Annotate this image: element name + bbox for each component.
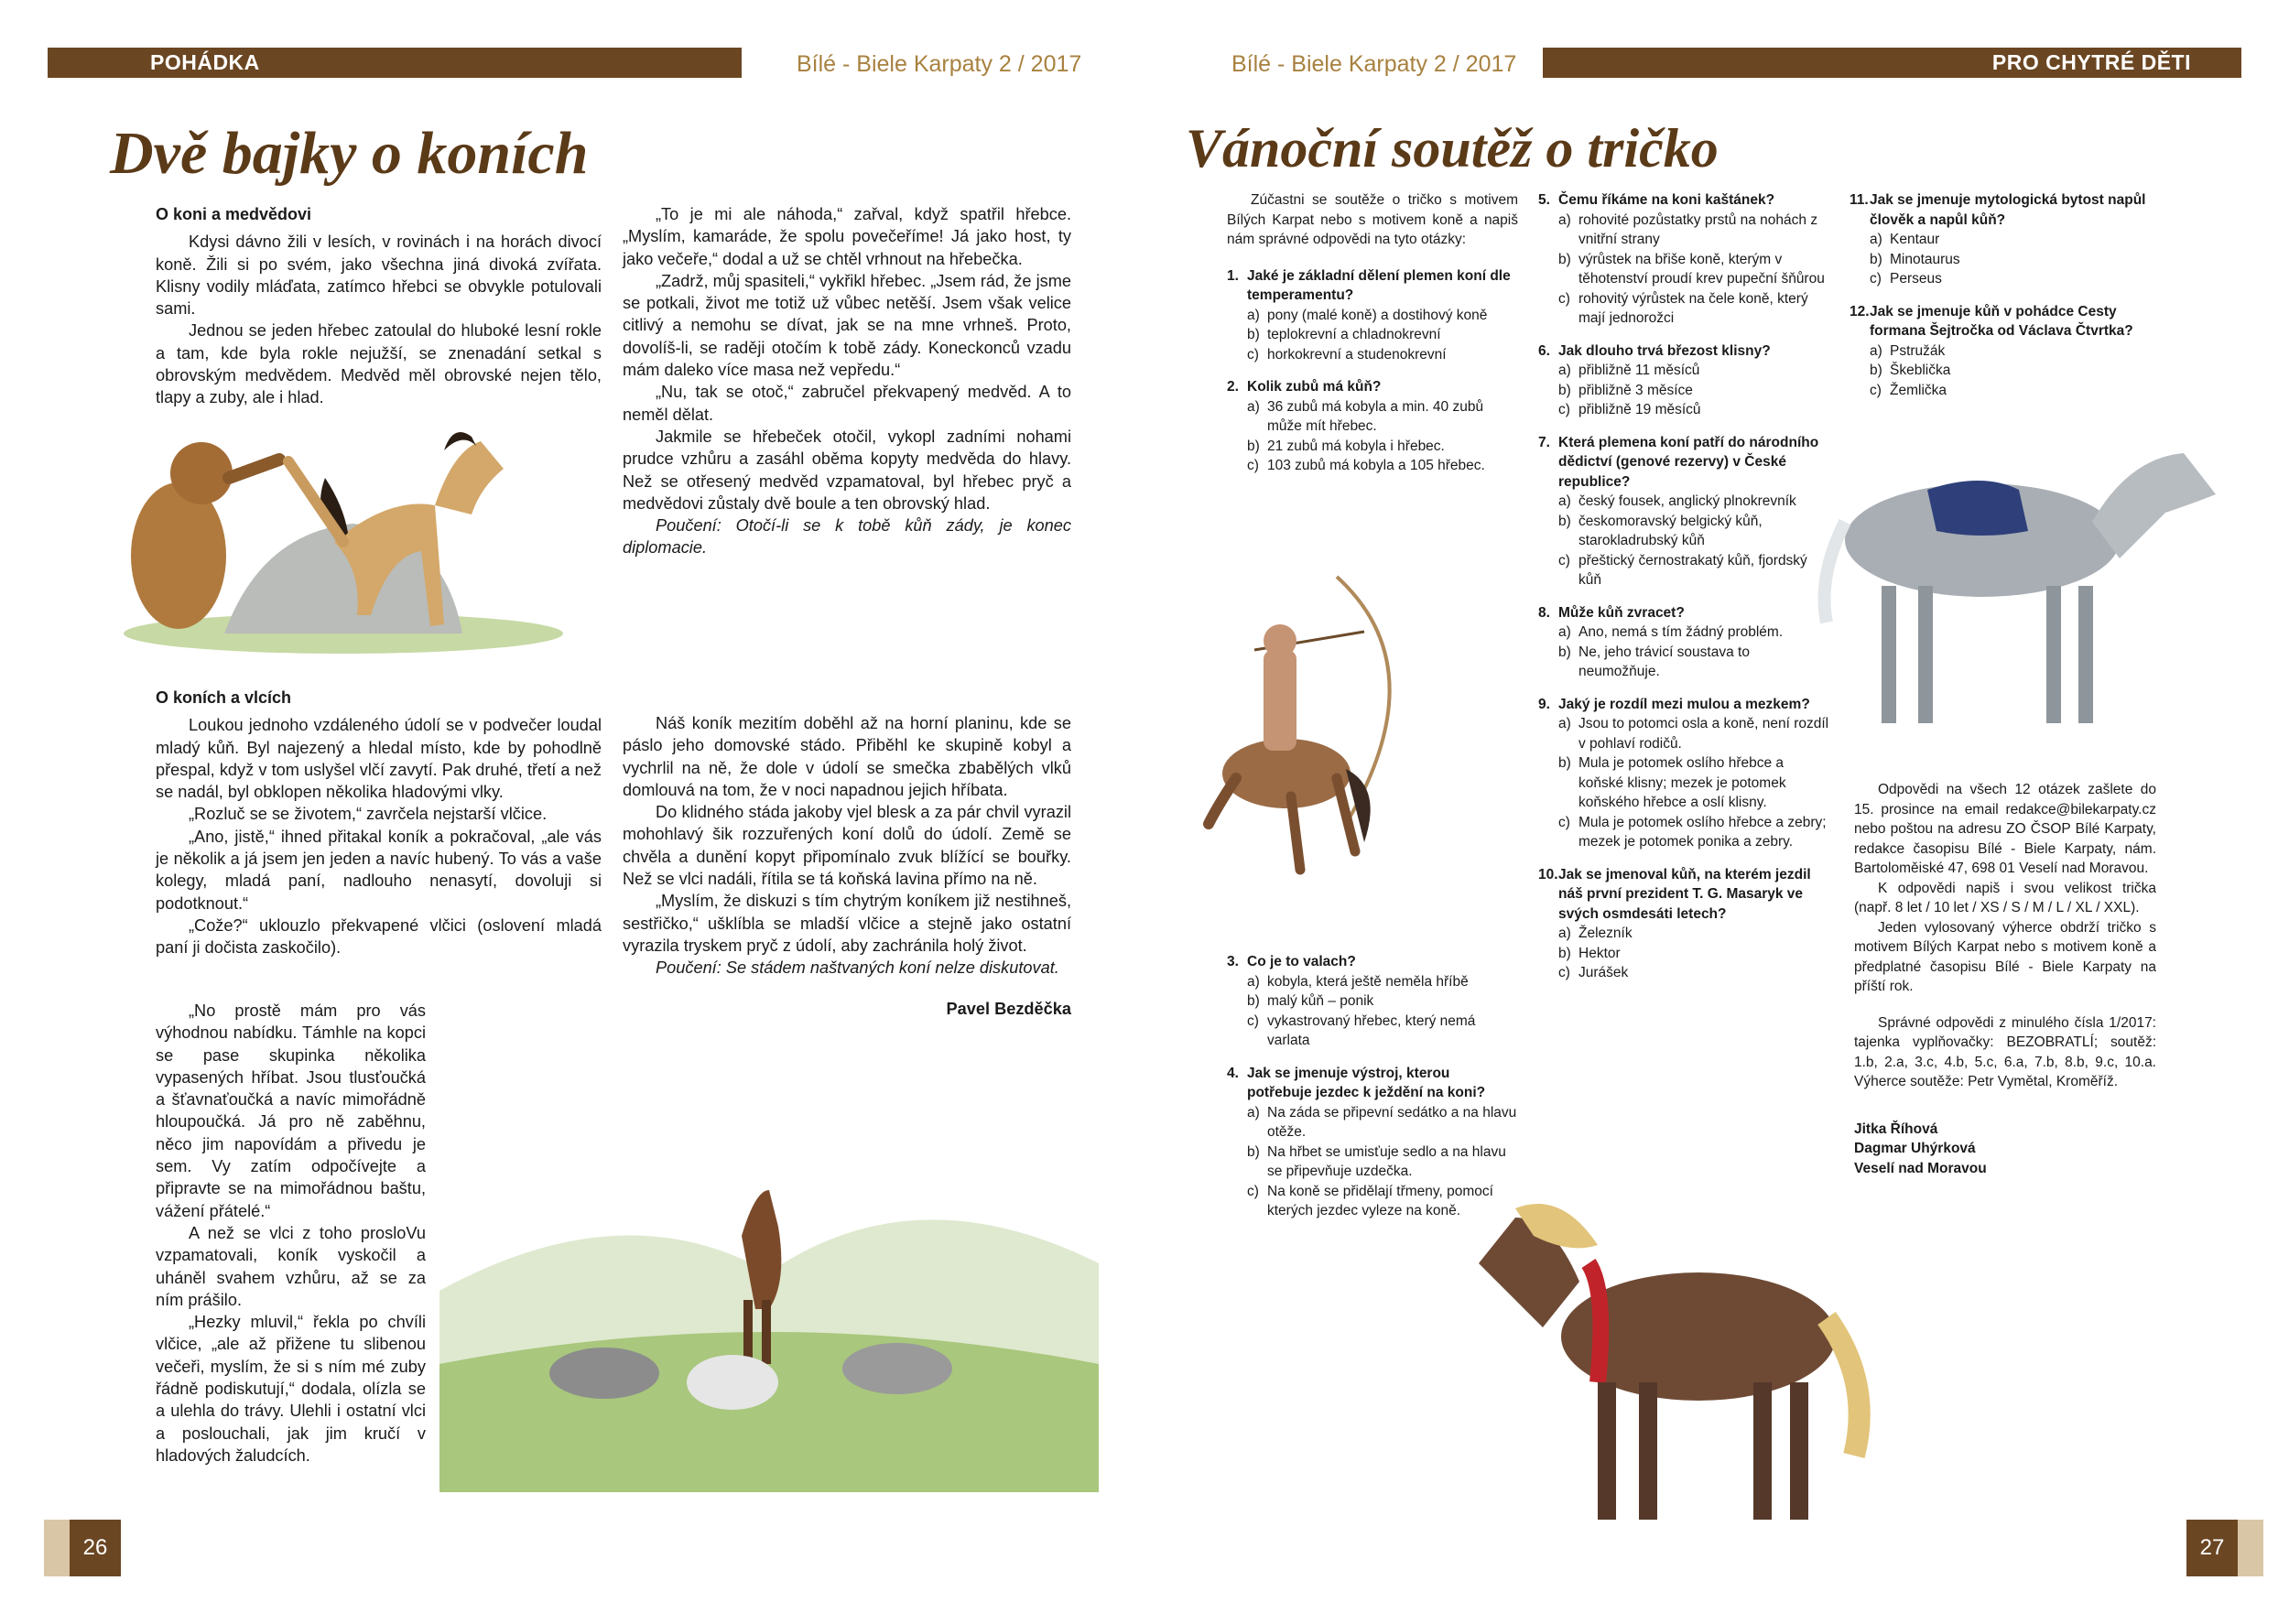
answer-letter: b) (1558, 251, 1571, 267)
answer-option (1538, 400, 1831, 420)
signature-line: Veselí nad Moravou (1854, 1160, 1987, 1176)
dapple-grey-horse-illustration (1799, 439, 2220, 742)
answer-text: Jsou to potomci osla a koně, není rozdíl v pohlaví rodičů. (1578, 716, 1829, 752)
centaur-archer-illustration (1199, 549, 1465, 906)
quiz-question (1227, 266, 1518, 365)
question-number: 1. (1227, 267, 1239, 284)
question-label: Jaké je základní dělení plemen koní dle temperamentu? (1247, 267, 1511, 303)
answer-option (1538, 381, 1831, 401)
answer-text: Hektor (1578, 945, 1621, 961)
quiz-intro: Zúčastni se soutěže o tričko s motivem Bílých Karpat nebo s motivem koně a napiš nám správné odpovědi na tyto otázky: (1227, 192, 1518, 247)
answer-option (1227, 325, 1518, 345)
page-number-decoration (44, 1520, 70, 1576)
answer-letter: c) (1247, 1012, 1259, 1029)
answer-option (1538, 963, 1831, 983)
answer-letter: b) (1558, 382, 1571, 398)
question-label: Co je to valach? (1247, 954, 1356, 969)
story1-paragraph: Jednou se jeden hřebec zatoulal do hluboké lesní rokle a tam, kde byla rokle nejužší, se znenadání setkal s obrovským medvědem. Medvěd měl obrovské nejen tělo, tlapy a zuby, ale i hlad. (156, 321, 602, 407)
answer-letter: a) (1247, 1104, 1260, 1121)
answer-letter: a) (1558, 211, 1571, 228)
answer-option (1227, 1103, 1518, 1142)
question-label: Jak se jmenuje výstroj, kterou potřebuje jezdec k ježdění na koni? (1247, 1065, 1486, 1100)
outro-paragraph: K odpovědi napiš i svou velikost trička (např. 8 let / 10 let / XS / S / M / L / XL / XXL). (1854, 880, 2156, 915)
answer-letter: b) (1247, 1143, 1260, 1160)
question-text (1538, 341, 1831, 362)
answer-text: českomoravský belgický kůň, starokladrubský kůň (1578, 513, 1763, 548)
question-number: 3. (1227, 954, 1239, 969)
quiz-question (1850, 190, 2152, 289)
question-label: Může kůň zvracet? (1558, 604, 1685, 621)
answer-option (1538, 361, 1831, 381)
answer-text: rohovité pozůstatky prstů na nohách z vnitřní strany (1578, 211, 1818, 247)
answer-letter: b) (1870, 363, 1882, 378)
answer-text: Kentaur (1890, 232, 1940, 247)
answer-text: rohovitý výrůstek na čele koně, který mají jednorožci (1578, 290, 1808, 326)
question-number: 10. (1538, 866, 1558, 882)
horse-and-wolves-illustration (439, 1135, 1099, 1492)
answer-letter: a) (1558, 926, 1571, 941)
quiz-question (1538, 190, 1831, 329)
page-number-decoration (2238, 1520, 2263, 1576)
story2-column-1 (156, 687, 602, 959)
question-number: 9. (1538, 696, 1550, 712)
story2-paragraph: Náš koník mezitím doběhl až na horní planinu, kde se páslo jeho domovské stádo. Přiběhl ke skupině kobyl a vychrlil na ně, že dole v údolí se smečka zbabělých vlků domlouvá na tom, že v noci napadnou jejich hříbata. (623, 714, 1071, 799)
answer-text: český fousek, anglický plnokrevník (1578, 493, 1796, 509)
story1-paragraph: „Nu, tak se otoč,“ zabručel překvapený medvěd. A to neměl dělat. (623, 383, 1071, 424)
answer-letter: c) (1247, 458, 1259, 473)
answer-option (1538, 623, 1831, 643)
answer-text: Mula je potomek oslího hřebce a koňské klisny; mezek je potomek koňského hřebce a oslí klisny. (1578, 755, 1786, 810)
answer-option (1538, 492, 1831, 512)
answer-option (1227, 397, 1518, 437)
quiz-question (1538, 341, 1831, 420)
answer-letter: a) (1247, 398, 1260, 415)
question-number: 7. (1538, 434, 1550, 450)
answer-text: Žemlička (1890, 382, 1947, 398)
harnessed-pony-illustration (1460, 1181, 1877, 1547)
question-text (1227, 377, 1518, 397)
answer-option (1850, 230, 2152, 250)
answer-letter: c) (1247, 1183, 1259, 1199)
quiz-question (1227, 377, 1518, 476)
answer-option (1227, 972, 1518, 992)
answer-letter: a) (1558, 624, 1571, 640)
page-number: 26 (70, 1520, 121, 1576)
bear-and-horse-illustration (114, 395, 591, 661)
story1-paragraph: Jakmile se hřebeček otočil, vykopl zadními nohami prudce vzhůru a zasáhl oběma kopyty medvěda do hlavy. Než se otřesený medvěd vzpamatoval, byl hřebec pryč a medvědovi zůstaly dvě boule a ten obrovský hlad. (623, 427, 1071, 513)
answer-letter: c) (1558, 814, 1570, 830)
answer-option (1538, 714, 1831, 753)
question-text (1538, 603, 1831, 623)
question-label: Jak se jmenuje mytologická bytost napůl člověk a napůl kůň? (1870, 192, 2146, 228)
quiz-question (1538, 603, 1831, 682)
quiz-question (1538, 865, 1831, 983)
answer-option (1850, 269, 2152, 289)
answer-option (1538, 643, 1831, 682)
question-number: 5. (1538, 192, 1550, 208)
question-text (1538, 190, 1831, 211)
story1-paragraph: Kdysi dávno žili v lesích, v rovinách i na horách divocí koně. Žili si po svém, jako všechna jiná divoká zvířata. Klisny vodily mláďata, zatímco hřebci se obvykle potulovali sami. (156, 233, 602, 319)
story2-paragraph: Loukou jednoho vzdáleného údolí se v podvečer loudal mladý kůň. Byl najezený a hledal místo, kde by pohodlně přespal, když v tom uslyšel vlčí zavytí. Pak druhé, třetí a než se nadál, byl obklopen několika hladovými vlky. (156, 716, 602, 802)
story2-paragraph: „Rozluč se se životem,“ zavrčela nejstarší vlčice. (189, 805, 548, 824)
question-label: Která plemena koní patří do národního dědictví (genové rezervy) v České republice? (1558, 434, 1819, 490)
question-label: Čemu říkáme na koni kaštánek? (1558, 192, 1775, 208)
answer-text: pony (malé koně) a dostihový koně (1267, 307, 1488, 323)
answer-option (1227, 345, 1518, 365)
question-label: Jak dlouho trvá březost klisny? (1558, 342, 1771, 359)
answer-option (1538, 813, 1831, 852)
answer-option (1227, 306, 1518, 326)
answer-text: přibližně 19 měsíců (1578, 402, 1701, 417)
magazine-header: Bílé - Biele Karpaty 2 / 2017 (1231, 51, 1517, 77)
quiz-column-3 (1850, 190, 2152, 413)
question-number: 6. (1538, 342, 1550, 359)
story2-column-1-narrow (156, 1000, 426, 1467)
story1-column-1 (156, 203, 602, 409)
answer-option (1538, 924, 1831, 944)
answer-option (1538, 211, 1831, 250)
answer-letter: c) (1247, 346, 1259, 363)
story2-paragraph: „Myslím, že diskuzi s tím chytrým koníkem již nestihneš, sestřičko,“ ušklíbla se mladší vlčice a stejně jako ostatní vyrazila tryskem pryč z údolí, aby zachránila holý život. (623, 892, 1071, 955)
question-text (1538, 695, 1831, 715)
answer-letter: c) (1558, 965, 1570, 980)
answer-text: 36 zubů má kobyla a min. 40 zubů může mít hřebec. (1267, 398, 1484, 434)
answer-letter: b) (1870, 251, 1882, 267)
question-label: Jak se jmenuje kůň v pohádce Cesty formana Šejtročka od Václava Čtvrtka? (1870, 303, 2133, 339)
page-title: Dvě bajky o koních (110, 120, 589, 187)
answer-letter: a) (1870, 232, 1882, 247)
answer-text: Na záda se připevní sedátko a na hlavu otěže. (1267, 1104, 1517, 1140)
story1-heading: O koni a medvědovi (156, 205, 312, 223)
story1-paragraph: „Zadrž, můj spasiteli,“ vykřikl hřebec. „Jsem rád, že jsme se potkali, život me totiž už vůbec netěší. Jsem však velice citlivý a nemohu se dívat, jak se na mne vrhneš. Proto, dovolíš-li, se raději otočím k tobě zády. Koneckonců vzadu mám daleko více masa než vepředu.“ (623, 271, 1071, 380)
answer-option (1538, 944, 1831, 964)
magazine-header: Bílé - Biele Karpaty 2 / 2017 (797, 51, 1082, 77)
quiz-question (1850, 302, 2152, 401)
answer-letter: a) (1558, 363, 1571, 378)
answer-text: Pstružák (1890, 342, 1946, 359)
story2-paragraph: A než se vlci z toho prosloVu vzpamatovali, koník vyskočil a uháněl svahem vzhůru, až se za ním prášilo. (156, 1223, 426, 1309)
story2-paragraph: „Hezky mluvil,“ řekla po chvíli vlčice, „ale až přižene tu slibenou večeři, myslím, že si s ním mé zuby řádně podiskutují,“ dodala, olízla se a ulehla do trávy. Ulehli i ostatní vlci a poslouchali, jak jim kručí v hladových žaludcích. (156, 1313, 426, 1465)
quiz-outro (1854, 780, 2156, 1178)
answer-text: Perseus (1890, 271, 1942, 287)
signature-line: Jitka Říhová (1854, 1121, 1938, 1137)
answer-text: přibližně 3 měsíce (1578, 382, 1693, 398)
answer-text: Železník (1578, 926, 1633, 941)
answer-text: Mula je potomek oslího hřebce a zebry; mezek je potomek ponika a zebry. (1578, 814, 1827, 850)
answer-letter: a) (1558, 493, 1571, 509)
question-number: 2. (1227, 379, 1239, 395)
answer-text: Na koně se přidělají třmeny, pomocí kterých jezdec vyleze na koně. (1267, 1183, 1493, 1218)
answer-option (1538, 512, 1831, 551)
answer-option (1538, 753, 1831, 813)
right-page (1144, 0, 2289, 1624)
answer-option (1538, 289, 1831, 329)
answer-option (1538, 250, 1831, 289)
story2-heading: O koních a vlcích (156, 688, 292, 707)
answer-letter: a) (1247, 307, 1260, 323)
answer-option (1227, 991, 1518, 1012)
answer-option (1227, 1012, 1518, 1051)
question-number: 4. (1227, 1065, 1239, 1081)
question-text (1538, 433, 1831, 493)
story1-paragraph: „To je mi ale náhoda,“ zařval, když spatřil hřebce. „Myslím, kamaráde, že spolu povečeříme! Já jako host, ty jako večeře,“ dodal a už se chtěl vrhnout na hřebečka. (623, 205, 1071, 268)
section-header-bar (48, 48, 742, 78)
quiz-column-2 (1538, 190, 1831, 996)
outro-paragraph: Jeden vylosovaný výherce obdrží tričko s motivem Bílých Karpat nebo s motivem koně a předplatné časopisu Bílé - Biele Karpaty na příští rok. (1854, 919, 2156, 994)
question-text (1227, 266, 1518, 306)
answer-text: kobyla, která ještě neměla hříbě (1267, 973, 1469, 990)
answer-letter: b) (1247, 327, 1260, 342)
left-page (0, 0, 1144, 1624)
answer-text: Na hřbet se umisťuje sedlo a na hlavu se připevňuje uzdečka. (1267, 1143, 1506, 1179)
story2-paragraph: Do klidného stáda jakoby vjel blesk a za pár chvil vyrazil mohohlavý šik rozzuřených koní dolů do údolí. Země se chvěla a dunění kopyt připomínalo zvuk blížící se bouřky. Než se vlci nadáli, řítila se tá koňská lavina přímo na ně. (623, 803, 1071, 889)
section-label: PRO CHYTRÉ DĚTI (1991, 50, 2191, 74)
answer-letter: c) (1870, 382, 1882, 398)
answer-letter: b) (1247, 993, 1260, 1009)
page-number: 27 (2186, 1520, 2238, 1576)
answer-option (1850, 381, 2152, 401)
story2-paragraph: „No prostě mám pro vás výhodnou nabídku. Támhle na kopci se pase skupinka několika vypasených hříbat. Jsou tlusťoučká a šťavnaťoučká a navíc mimořádně hloupoučká. Já pro ně zaběhnu, něco jim napovídám a přivedu je sem. Vy zatím odpočívejte a připravte se na mimořádnou baštu, vážení přátelé.“ (156, 1001, 426, 1220)
question-number: 12. (1850, 303, 1870, 319)
answer-letter: b) (1558, 945, 1571, 961)
question-text (1850, 302, 2152, 341)
question-label: Jak se jmenoval kůň, na kterém jezdil náš první prezident T. G. Masaryk ve svých osmdesáti letech? (1558, 866, 1811, 922)
answer-text: Škeblička (1890, 363, 1951, 378)
quiz-question (1538, 433, 1831, 590)
answer-letter: a) (1558, 716, 1571, 731)
answer-option (1227, 1142, 1518, 1182)
answer-text: 21 zubů má kobyla i hřebec. (1267, 438, 1445, 454)
answer-letter: a) (1870, 342, 1882, 359)
answer-option (1850, 341, 2152, 362)
quiz-column-1 (1227, 190, 1518, 489)
answer-letter: b) (1558, 513, 1571, 529)
answer-option (1850, 361, 2152, 381)
question-text (1227, 1064, 1518, 1103)
section-label: POHÁDKA (150, 50, 260, 74)
answer-letter: b) (1558, 644, 1571, 660)
answer-text: přeštický černostrakatý kůň, fjordský kůň (1578, 552, 1807, 588)
quiz-question (1538, 695, 1831, 852)
answer-text: Ne, jeho trávicí soustava to neumožňuje. (1578, 644, 1750, 679)
story2-paragraph: „Cože?“ uklouzlo překvapené vlčici (oslovení mladá paní ji dočista zaskočilo). (156, 915, 602, 958)
question-label: Kolik zubů má kůň? (1247, 379, 1382, 395)
answer-letter: c) (1558, 290, 1570, 307)
answer-option (1227, 437, 1518, 457)
answer-text: Jurášek (1578, 965, 1629, 980)
answer-text: výrůstek na břiše koně, kterým v těhotenství proudí krev pupeční šňůrou (1578, 251, 1825, 287)
story2-moral: Poučení: Se stádem naštvaných koní nelze diskutovat. (656, 958, 1059, 978)
question-number: 8. (1538, 604, 1550, 621)
answer-letter: c) (1558, 552, 1570, 568)
answer-letter: c) (1870, 271, 1882, 287)
answer-text: přibližně 11 měsíců (1578, 363, 1700, 378)
answer-letter: c) (1558, 402, 1570, 417)
story2-paragraph: „Ano, jistě,“ ihned přitakal koník a pokračoval, „ale vás je několik a já jsem jen jeden a navíc hubený. To vás a vaše kolegy, mladá paní, nadlouho nenasytí, dovoluji si podotknout.“ (156, 827, 602, 913)
answer-option (1538, 551, 1831, 590)
answer-text: Minotaurus (1890, 251, 1960, 267)
outro-paragraph: Odpovědi na všech 12 otázek zašlete do 15. prosince na email redakce@bilekarpaty.cz nebo poštou na adresu ZO ČSOP Bílé Karpaty, redakce časopisu Bílé - Biele Karpaty, nám. Bartoloměiské 47, 698 01 Veselí nad Moravou. (1854, 782, 2156, 876)
question-text (1850, 190, 2152, 230)
answer-letter: a) (1247, 973, 1260, 990)
question-text (1227, 952, 1518, 972)
answer-letter: b) (1247, 438, 1260, 454)
answer-text: malý kůň – ponik (1267, 993, 1374, 1009)
author-name: Pavel Bezděčka (946, 999, 1071, 1018)
question-text (1538, 865, 1831, 925)
answer-text: vykastrovaný hřebec, který nemá varlata (1267, 1012, 1476, 1048)
question-number: 11. (1850, 192, 1869, 208)
signature-line: Dagmar Uhýrková (1854, 1141, 1976, 1156)
quiz-question (1227, 952, 1518, 1051)
answer-text: teplokrevní a chladnokrevní (1267, 327, 1441, 342)
answer-text: horkokrevní a studenokrevní (1267, 346, 1447, 363)
section-header-bar (1543, 48, 2241, 78)
story2-column-2 (623, 712, 1071, 1020)
answer-text: 103 zubů má kobyla a 105 hřebec. (1267, 458, 1485, 473)
outro-paragraph: Správné odpovědi z minulého čísla 1/2017: tajenka vyplňovačky: BEZOBRATLÍ; soutěž: 1.b, 2.a, 3.c, 4.b, 5.c, 6.a, 7.b, 8.b, 9.c, 10.a. Výherce soutěže: Petr Vymětal, Kroměříž. (1854, 1014, 2156, 1089)
answer-letter: b) (1558, 755, 1571, 771)
story1-moral: Poučení: Otočí-li se k tobě kůň zády, je konec diplomacie. (623, 516, 1071, 558)
question-label: Jaký je rozdíl mezi mulou a mezkem? (1558, 696, 1810, 712)
answer-text: Ano, nemá s tím žádný problém. (1578, 624, 1784, 640)
answer-option (1850, 250, 2152, 270)
story1-column-2 (623, 203, 1071, 559)
answer-option (1227, 456, 1518, 476)
page-title: Vánoční soutěž o tričko (1186, 118, 1719, 179)
